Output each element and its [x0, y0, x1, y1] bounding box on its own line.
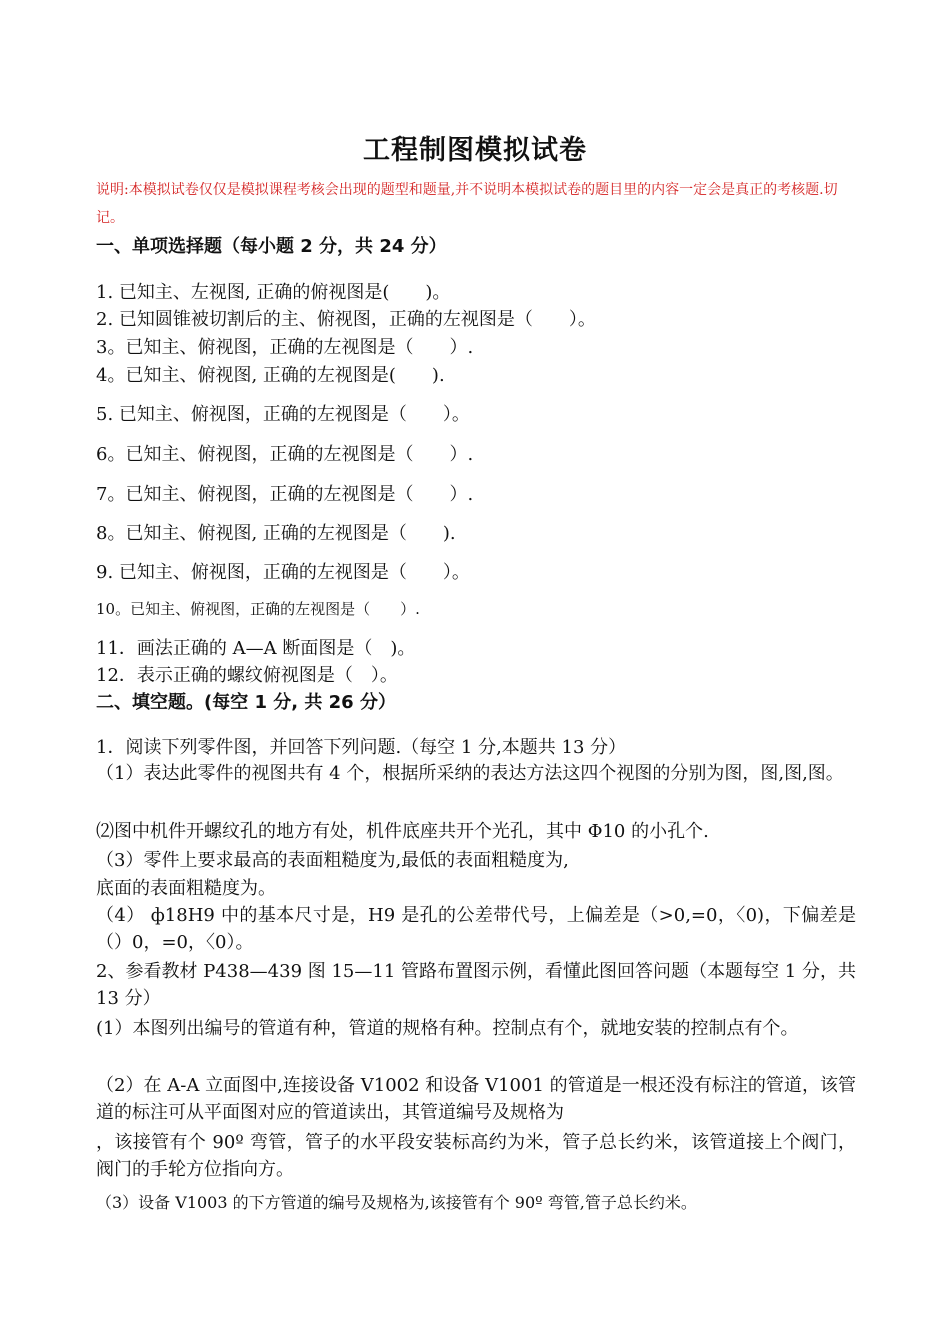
- fill-question-2-part-3: （3）设备 V1003 的下方管道的编号及规格为,该接管有个 90º 弯管,管子总长约米。: [96, 1193, 697, 1212]
- section1-heading: 一、单项选择题（每小题 2 分，共 24 分）: [96, 236, 447, 257]
- fill-question-1-part-2: ⑵图中机件开螺纹孔的地方有处，机件底座共开个光孔，其中 Φ10 的小孔个.: [96, 821, 709, 842]
- question-8: 8。已知主、俯视图, 正确的左视图是（ ).: [96, 523, 456, 544]
- fill-question-1-part-1: （1）表达此零件的视图共有 4 个，根据所采纳的表达方法这四个视图的分别为图，图,图,图。: [96, 763, 844, 784]
- fill-question-2-part-2-cont: ，该接管有个 90º 弯管，管子的水平段安装标高约为米，管子总长约米，该管道接上个阀门，阀门的手轮方位指向方。: [96, 1132, 856, 1180]
- fill-question-1-part-3: （3）零件上要求最高的表面粗糙度为,最低的表面粗糙度为,: [96, 850, 569, 871]
- question-6: 6。已知主、俯视图，正确的左视图是（ ）.: [96, 444, 474, 465]
- page-title: 工程制图模拟试卷: [363, 135, 587, 166]
- fill-question-2-intro: 2、参看教材 P438—439 图 15—11 管路布置图示例，看懂此图回答问题（本题每空 1 分，共 13 分）: [96, 961, 856, 1009]
- question-11: 11．画法正确的 A—A 断面图是（ )。: [96, 638, 416, 659]
- question-3: 3。已知主、俯视图，正确的左视图是（ ）.: [96, 337, 474, 358]
- question-10: 10。已知主、俯视图，正确的左视图是（ ）.: [96, 600, 420, 618]
- question-4: 4。已知主、俯视图, 正确的左视图是( ).: [96, 365, 445, 386]
- question-9: 9. 已知主、俯视图，正确的左视图是（ ）。: [96, 562, 470, 583]
- fill-question-1-intro: 1．阅读下列零件图，并回答下列问题.（每空 1 分,本题共 13 分）: [96, 737, 627, 758]
- section2-heading: 二、填空题。(每空 1 分, 共 26 分）: [96, 692, 396, 713]
- exam-note: 说明:本模拟试卷仅仅是模拟课程考核会出现的题型和题量,并不说明本模拟试卷的题目里的内容一定会是真正的考核题.切记。: [96, 182, 838, 226]
- question-12: 12．表示正确的螺纹俯视图是（ ）。: [96, 665, 398, 686]
- fill-question-2-part-2: （2）在 A-A 立面图中,连接设备 V1002 和设备 V1001 的管道是一根还没有标注的管道，该管道的标注可从平面图对应的管道读出，其管道编号及规格为: [96, 1075, 856, 1123]
- question-2: 2. 已知圆锥被切割后的主、俯视图，正确的左视图是（ ）。: [96, 309, 596, 330]
- question-7: 7。已知主、俯视图，正确的左视图是（ ）.: [96, 484, 474, 505]
- fill-question-1-part-3-cont: 底面的表面粗糙度为。: [96, 878, 276, 899]
- fill-question-2-part-1: (1）本图列出编号的管道有种，管道的规格有种。控制点有个，就地安装的控制点有个。: [96, 1018, 799, 1039]
- question-1: 1. 已知主、左视图, 正确的俯视图是( )。: [96, 282, 451, 303]
- fill-question-1-part-4: （4） ф18H9 中的基本尺寸是，H9 是孔的公差带代号，上偏差是（>0,=0，〈0)，下偏差是（）0，=0，〈0）。: [96, 905, 856, 953]
- question-5: 5. 已知主、俯视图，正确的左视图是（ ）。: [96, 404, 470, 425]
